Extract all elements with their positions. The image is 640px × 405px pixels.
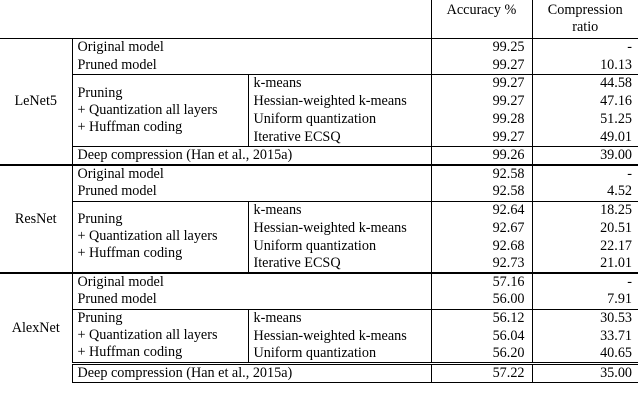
header-compression-ratio: Compression ratio	[547, 2, 623, 35]
row-label-original: Original model	[72, 39, 431, 57]
accuracy-value: 57.22	[431, 364, 532, 383]
row-label-deep-compression: Deep compression (Han et al., 2015a)	[72, 147, 431, 166]
row-label-pruned: Pruned model	[77, 183, 157, 200]
method-description	[72, 309, 248, 364]
accuracy-value: 92.58	[431, 165, 532, 183]
compression-value: 49.01	[600, 128, 632, 145]
accuracy-value: 92.64	[431, 201, 532, 219]
table-row	[0, 165, 638, 183]
table-row	[0, 57, 638, 75]
accuracy-value: 99.25	[431, 39, 532, 57]
quantization-variant: Iterative ECSQ	[248, 129, 431, 147]
table-row	[0, 39, 638, 57]
compression-value: -	[532, 165, 638, 183]
compression-value: 18.25	[532, 201, 638, 219]
accuracy-value: 99.27	[431, 57, 532, 75]
compression-value: 21.01	[600, 255, 632, 271]
header-accuracy: Accuracy %	[431, 0, 532, 39]
quantization-variant: Hessian-weighted k-means	[248, 93, 431, 111]
compression-value: -	[532, 273, 638, 291]
header-blank	[0, 0, 72, 39]
compression-value: 4.52	[607, 183, 632, 200]
compression-value: 30.53	[532, 309, 638, 327]
header-row	[0, 0, 638, 39]
table-row	[0, 201, 638, 219]
accuracy-value: 92.67	[431, 219, 532, 237]
method-line: + Huffman coding	[77, 344, 183, 361]
row-label-pruned: Pruned model	[77, 56, 157, 73]
accuracy-value: 56.20	[431, 345, 532, 364]
accuracy-value: 99.27	[431, 75, 532, 93]
quantization-variant: Uniform quantization	[248, 345, 431, 364]
table-row	[0, 147, 638, 166]
compression-value: 22.17	[600, 237, 632, 254]
method-line: Pruning	[77, 85, 123, 101]
accuracy-value: 57.16	[431, 273, 532, 291]
compression-value: 51.25	[600, 111, 632, 127]
accuracy-value: 92.73	[431, 255, 532, 273]
quantization-variant: Hessian-weighted k-means	[248, 327, 431, 345]
accuracy-value: 56.12	[431, 309, 532, 327]
accuracy-value: 99.27	[431, 93, 532, 111]
header-blank-method	[72, 0, 248, 39]
quantization-variant: k-means	[248, 75, 431, 93]
accuracy-value: 99.27	[431, 129, 532, 147]
compression-value: 35.00	[532, 364, 638, 383]
accuracy-value: 99.26	[431, 147, 532, 166]
compression-value: 10.13	[600, 56, 632, 73]
accuracy-value: 92.58	[431, 183, 532, 201]
accuracy-value: 56.00	[431, 291, 532, 309]
method-description	[72, 201, 248, 273]
header-blank-variant	[248, 0, 431, 39]
compression-value: 44.58	[532, 75, 638, 93]
method-line: + Quantization all layers	[77, 228, 218, 245]
method-line: + Huffman coding	[77, 119, 183, 135]
table-row	[0, 364, 638, 383]
compression-value: -	[532, 39, 638, 57]
model-name: AlexNet	[0, 273, 72, 383]
row-label-original: Original model	[72, 273, 431, 291]
table-row	[0, 273, 638, 291]
quantization-variant: k-means	[248, 309, 431, 327]
table-row	[0, 309, 638, 327]
compression-value: 20.51	[600, 219, 632, 236]
quantization-variant: Hessian-weighted k-means	[248, 219, 431, 237]
table-row	[0, 183, 638, 201]
row-label-pruned: Pruned model	[77, 291, 157, 308]
compression-value: 47.16	[600, 93, 632, 109]
table-row	[0, 75, 638, 93]
quantization-variant: Iterative ECSQ	[248, 255, 431, 273]
row-label-original: Original model	[72, 165, 431, 183]
table-row	[0, 291, 638, 309]
method-line: + Quantization all layers	[77, 102, 218, 118]
method-description	[72, 75, 248, 147]
model-name: ResNet	[0, 165, 72, 273]
compression-value: 33.71	[600, 327, 632, 344]
quantization-variant: Uniform quantization	[248, 237, 431, 255]
quantization-variant: Uniform quantization	[248, 111, 431, 129]
method-line: + Quantization all layers	[77, 327, 218, 344]
model-name: LeNet5	[0, 39, 72, 166]
method-line: Pruning	[77, 310, 123, 327]
compression-value: 40.65	[600, 345, 632, 361]
accuracy-value: 99.28	[431, 111, 532, 129]
compression-value: 7.91	[607, 291, 632, 308]
compression-value: 39.00	[532, 147, 638, 166]
quantization-variant: k-means	[248, 201, 431, 219]
row-label-deep-compression: Deep compression (Han et al., 2015a)	[72, 364, 431, 383]
accuracy-value: 92.68	[431, 237, 532, 255]
accuracy-value: 56.04	[431, 327, 532, 345]
method-line: Pruning	[77, 211, 123, 228]
method-line: + Huffman coding	[77, 245, 183, 262]
